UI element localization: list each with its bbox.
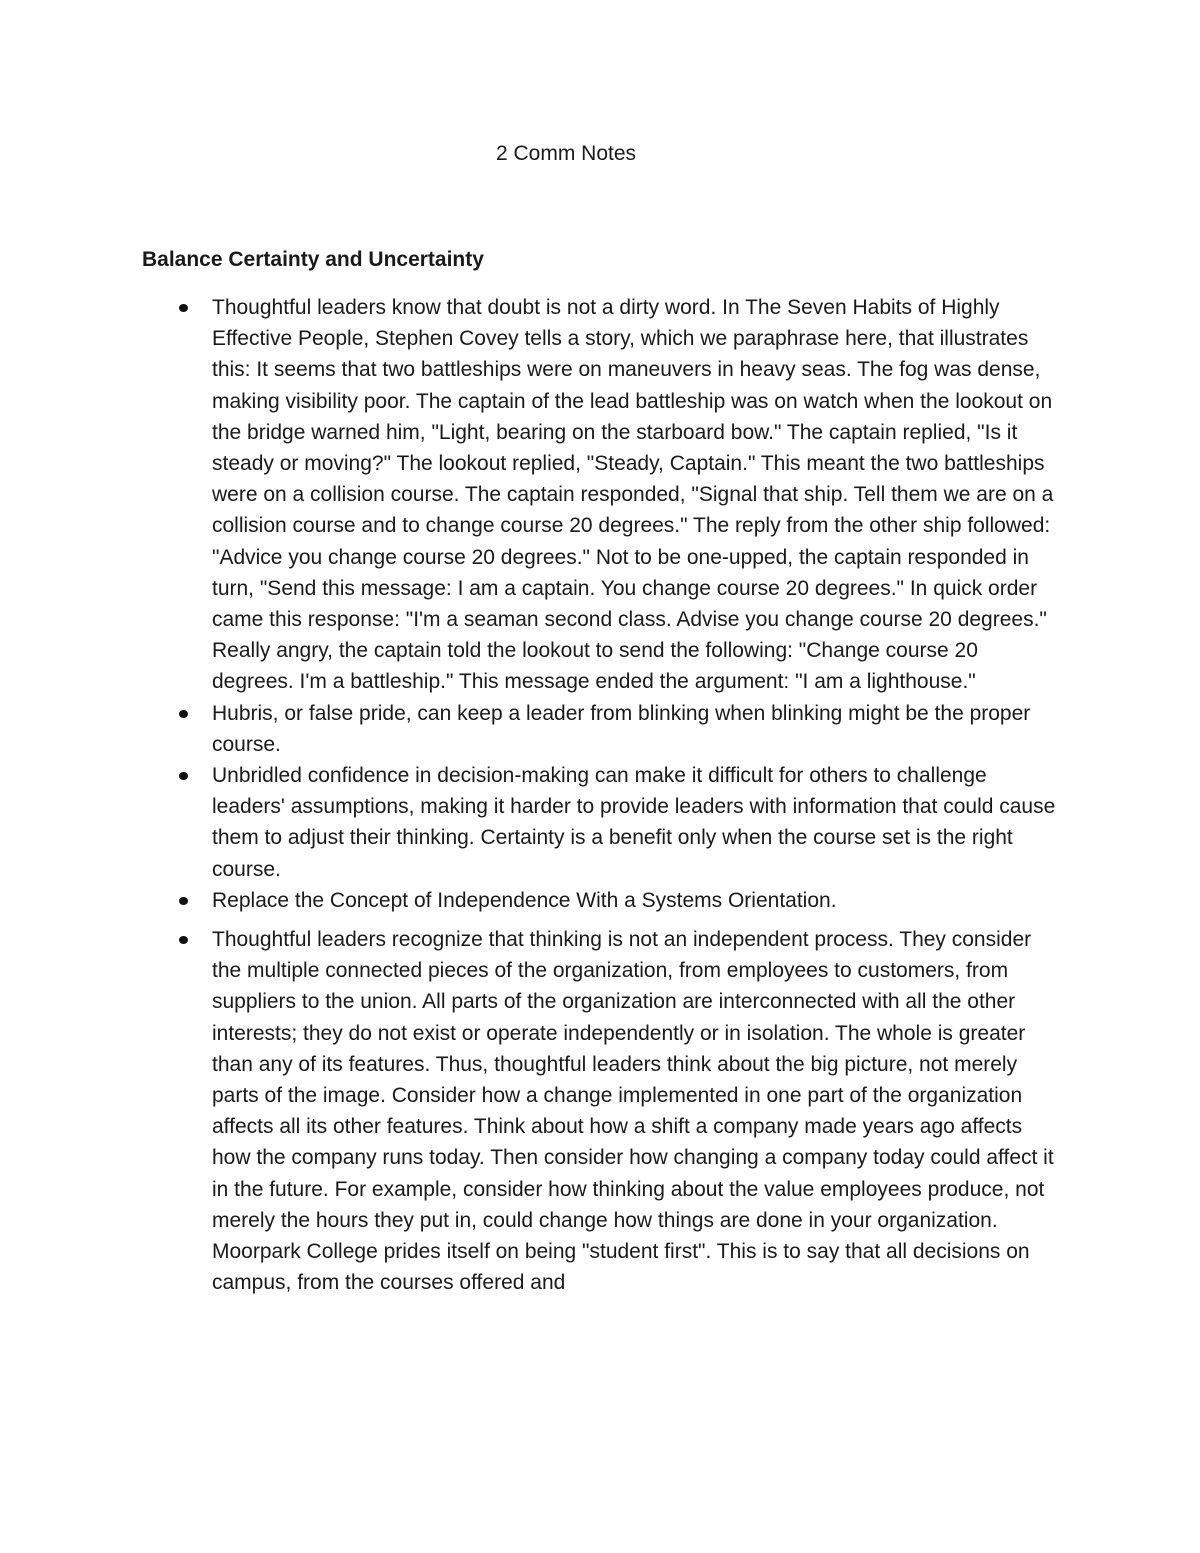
list-item <box>142 885 1062 916</box>
bullet-dot-icon <box>179 710 188 718</box>
list-item <box>142 698 1062 760</box>
list-item <box>142 760 1062 885</box>
bullet-dot-icon <box>179 936 188 944</box>
list-item-text: Thoughtful leaders know that doubt is not a dirty word. In The Seven Habits of Highly Effective People, Stephen Covey tells a story, which we paraphrase here, that illustrates this: It seems that two battleships were on maneuvers in heavy seas. The fog was dense, making visibility poor. The captain of the lead battleship was on watch when the lookout on the bridge warned him, "Light, bearing on the starboard bow." The captain replied, "Is it steady or moving?" The lookout replied, "Steady, Captain." This meant the two battleships were on a collision course. The captain responded, "Signal that ship. Tell them we are on a collision course and to change course 20 degrees." The reply from the other ship followed: "Advice you change course 20 degrees." Not to be one-upped, the captain responded in turn, "Send this message: I am a captain. You change course 20 degrees." In quick order came this response: "I'm a seaman second class. Advise you change course 20 degrees." Really angry, the captain told the lookout to send the following: "Change course 20 degrees. I'm a battleship." This message ended the argument: "I am a lighthouse." <box>212 296 1054 694</box>
bullet-dot-icon <box>179 772 188 780</box>
list-item-text: Unbridled confidence in decision-making can make it difficult for others to challenge leaders' assumptions, making it harder to provide leaders with information that could cause them to adjust their thinking. Certainty is a benefit only when the course set is the right course. <box>212 764 1056 881</box>
bullet-dot-icon <box>179 897 188 905</box>
document-title: 2 Comm Notes <box>495 142 637 165</box>
list-item-text: Replace the Concept of Independence With a Systems Orientation. <box>212 888 837 912</box>
bullet-list <box>142 292 1062 1299</box>
list-item-text: Thoughtful leaders recognize that thinking is not an independent process. They consider the multiple connected pieces of the organization, from employees to customers, from suppliers to the union. All parts of the organization are interconnected with all the other interests; they do not exist or operate independently or in isolation. The whole is greater than any of its features. Thus, thoughtful leaders think about the big picture, not merely parts of the image. Consider how a change implemented in one part of the organization affects all its other features. Think about how a shift a company made years ago affects how the company runs today. Then consider how changing a company today could affect it in the future. For example, consider how thinking about the value employees produce, not merely the hours they put in, could change how things are done in your organization. Moorpark College prides itself on being "student first". This is to say that all decisions on campus, from the courses offered and <box>212 928 1054 1295</box>
list-item-text: Hubris, or false pride, can keep a leader from blinking when blinking might be the proper course. <box>212 701 1031 756</box>
list-item <box>142 292 1062 698</box>
section-heading: Balance Certainty and Uncertainty <box>142 248 484 271</box>
bullet-dot-icon <box>179 304 188 312</box>
list-item <box>142 924 1062 1298</box>
